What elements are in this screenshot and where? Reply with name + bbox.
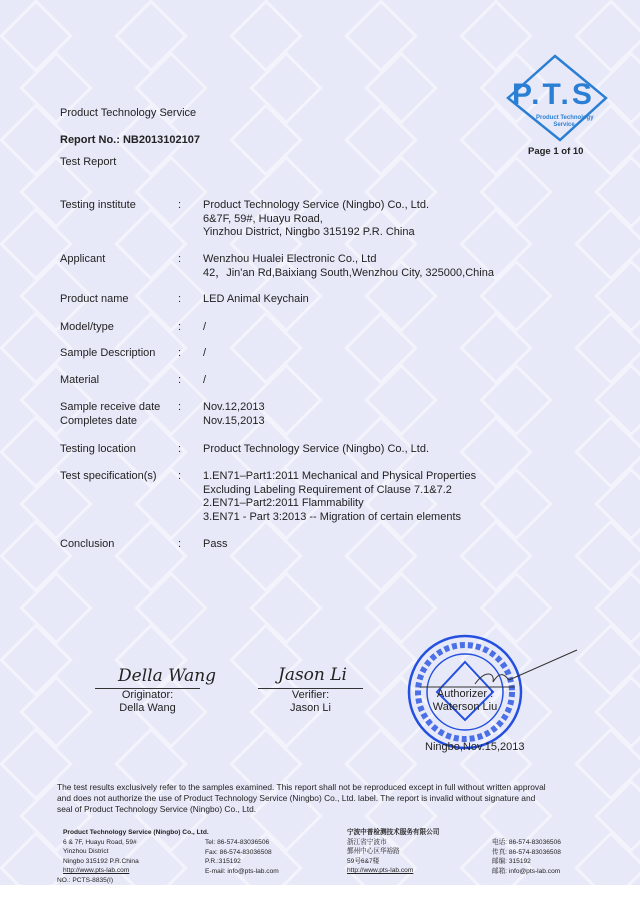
disclaimer bbox=[57, 782, 546, 815]
conclusion-value: Pass bbox=[203, 538, 228, 550]
disclaimer-line: The test results exclusively refer to the samples examined. This report shall not be reproduced except in full without written approval bbox=[57, 782, 546, 792]
conclusion-label: Conclusion bbox=[60, 538, 115, 550]
document-type: Test Report bbox=[60, 156, 117, 168]
originator-signature: Della Wang bbox=[118, 666, 217, 686]
footer-company-cn: 宁波中普检测技术服务有限公司 bbox=[347, 829, 440, 836]
logo-subtitle-line2: Service bbox=[553, 122, 575, 128]
footer-address: Yinzhou District bbox=[63, 848, 109, 856]
applicant-value-line: Wenzhou Hualei Electronic Co., Ltd bbox=[203, 253, 377, 265]
header-company: Product Technology Service bbox=[60, 107, 197, 119]
sample-receive-date-label: Sample receive date bbox=[60, 401, 161, 413]
form-number: NO.: PCTS-8835(I) bbox=[57, 877, 114, 884]
model-type-colon: : bbox=[178, 321, 182, 333]
sample-receive-date-colon: : bbox=[178, 401, 182, 413]
applicant-label: Applicant bbox=[60, 253, 106, 265]
footer-tel: Tel: 86-574-83036506 bbox=[205, 839, 270, 846]
authorizer-role: Authorizer : bbox=[436, 688, 494, 700]
footer-address-cn: 59号6&7楼 bbox=[347, 857, 380, 865]
test-specification-value-line: 2.EN71–Part2:2011 Flammability bbox=[203, 497, 364, 509]
place-and-date: Ningbo,Nov.15,2013 bbox=[425, 741, 525, 753]
authorizer-name: Waterson Liu bbox=[432, 701, 498, 713]
footer-fax: Fax: 86-574-83036508 bbox=[205, 848, 272, 856]
material-colon: : bbox=[178, 374, 182, 386]
footer-address: 6 & 7F, Huayu Road, 59# bbox=[63, 838, 137, 846]
product-name-value: LED Animal Keychain bbox=[203, 293, 309, 305]
completes-date-value: Nov.15,2013 bbox=[203, 415, 265, 427]
sample-description-colon: : bbox=[178, 347, 182, 359]
footer-postcode: P.R.:315192 bbox=[205, 858, 241, 866]
model-type-label: Model/type bbox=[60, 321, 114, 333]
footer-email: E-mail: info@pts-lab.com bbox=[205, 867, 279, 875]
footer-address: Ningbo 315192 P.R.China bbox=[63, 857, 139, 865]
testing-institute-label: Testing institute bbox=[60, 199, 136, 211]
test-specification-colon: : bbox=[178, 470, 182, 482]
footer-address-cn: 浙江省宁波市 bbox=[347, 838, 387, 846]
footer-website-link-cn[interactable]: http://www.pts-lab.com bbox=[347, 867, 414, 875]
testing-institute-value-line: 6&7F, 59#, Huayu Road, bbox=[203, 212, 323, 225]
conclusion-colon: : bbox=[178, 538, 182, 550]
disclaimer-line: and does not authorize the use of Product Technology Service (Ningbo) Co., Ltd. label. The report is invalid without signature and bbox=[57, 793, 536, 803]
footer-fax-cn: 传真: 86-574-83036508 bbox=[492, 848, 561, 856]
sample-description-value: / bbox=[203, 347, 207, 359]
footer-postcode-cn: 邮编: 315192 bbox=[492, 858, 531, 866]
test-specification-label: Test specification(s) bbox=[60, 470, 157, 482]
testing-location-label: Testing location bbox=[60, 443, 136, 455]
footer-col-3 bbox=[347, 828, 439, 876]
test-specification-value-line: Excluding Labeling Requirement of Clause 7.1&7.2 bbox=[203, 483, 452, 496]
testing-institute-value-line: Product Technology Service (Ningbo) Co., Ltd. bbox=[203, 199, 430, 211]
testing-location-value: Product Technology Service (Ningbo) Co., Ltd. bbox=[203, 443, 430, 455]
footer-address-cn: 鄞州中心区华裕路 bbox=[347, 848, 400, 856]
footer-col-4 bbox=[492, 838, 561, 876]
footer-tel-cn: 电话: 86-574-83036506 bbox=[492, 839, 561, 846]
report-number: Report No.: NB2013102107 bbox=[60, 134, 201, 146]
testing-location-colon: : bbox=[178, 443, 182, 455]
logo-subtitle-line1: Product Technology bbox=[536, 115, 594, 121]
sample-description-label: Sample Description bbox=[60, 347, 156, 359]
model-type-value: / bbox=[203, 321, 207, 333]
verifier-name: Jason Li bbox=[290, 702, 331, 714]
product-name-colon: : bbox=[178, 293, 182, 305]
test-specification-value-line: 3.EN71 - Part 3:2013 -- Migration of certain elements bbox=[203, 510, 462, 523]
logo-subtitle bbox=[536, 115, 592, 129]
applicant-value-line: 42，Jin'an Rd,Baixiang South,Wenzhou City, 325000,China bbox=[203, 266, 494, 279]
verifier-signature: Jason Li bbox=[278, 665, 347, 685]
originator-role: Originator: bbox=[121, 689, 174, 701]
logo-letters: P.T.S bbox=[512, 78, 595, 111]
footer-website-link[interactable]: http://www.pts-lab.com bbox=[63, 867, 130, 875]
footer-col-2 bbox=[205, 838, 279, 876]
verifier-role: Verifier: bbox=[291, 689, 330, 701]
pts-logo bbox=[500, 52, 610, 142]
applicant-colon: : bbox=[178, 253, 182, 265]
test-specification-value-line: 1.EN71–Part1:2011 Mechanical and Physical Properties bbox=[203, 470, 477, 482]
material-label: Material bbox=[60, 374, 100, 386]
completes-date-label: Completes date bbox=[60, 415, 138, 427]
page-number: Page 1 of 10 bbox=[528, 146, 584, 157]
footer-col-1 bbox=[63, 828, 209, 876]
disclaimer-line: seal of Product Technology Service (Ningbo) Co., Ltd. bbox=[57, 804, 257, 814]
product-name-label: Product name bbox=[60, 293, 129, 305]
footer-company: Product Technology Service (Ningbo) Co., Ltd. bbox=[63, 829, 209, 836]
testing-institute-value-line: Yinzhou District, Ningbo 315192 P.R. China bbox=[203, 226, 415, 238]
sample-receive-date-value: Nov.12,2013 bbox=[203, 401, 265, 413]
material-value: / bbox=[203, 374, 207, 386]
footer-email-cn: 邮箱: info@pts-lab.com bbox=[492, 867, 561, 875]
originator-name: Della Wang bbox=[119, 702, 176, 714]
testing-institute-colon: : bbox=[178, 199, 182, 211]
